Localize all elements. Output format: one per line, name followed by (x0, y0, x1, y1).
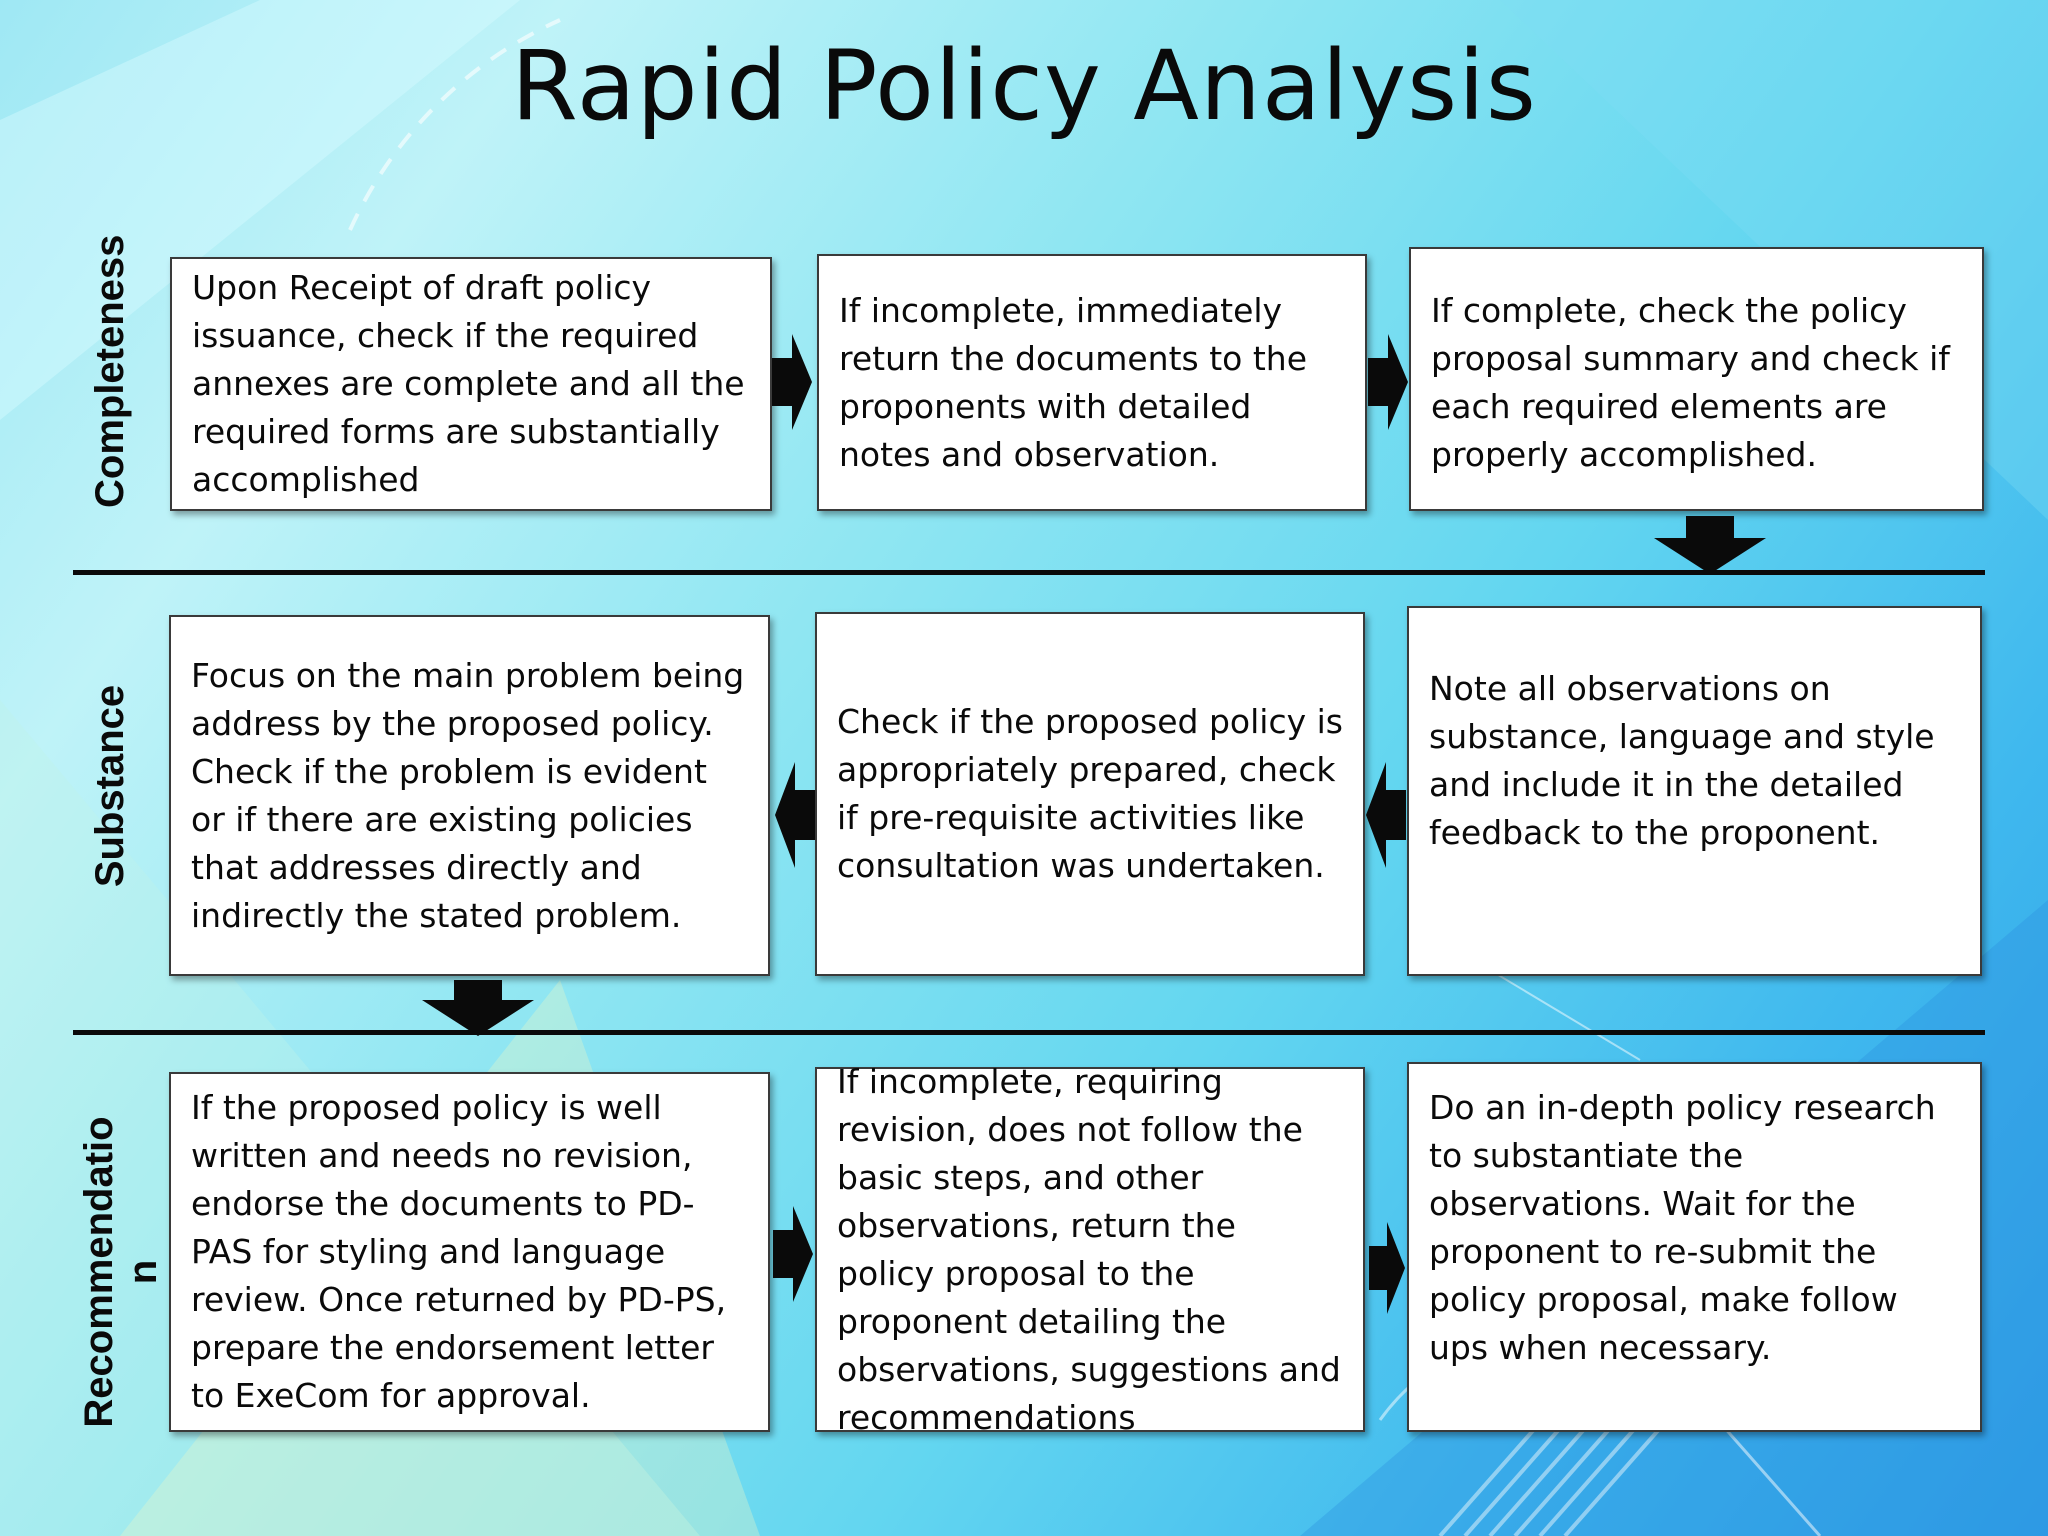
row-label-substance: Substance (88, 684, 132, 888)
step-box (1407, 606, 1982, 976)
arrow-down-icon (1652, 514, 1768, 576)
row-label-completeness: Completeness (88, 234, 132, 508)
step-text: If incomplete, requiring revision, does not follow the basic steps, and other observations, return the policy proposal to the proponent detailing the observations, suggestions and recommendations (837, 1061, 1341, 1437)
arrow-right-icon (771, 1204, 815, 1304)
step-box (169, 615, 770, 976)
arrow-down-icon (420, 978, 536, 1038)
step-box (815, 612, 1365, 976)
step-text: If incomplete, immediately return the documents to the proponents with detailed notes and observation. (839, 290, 1307, 474)
step-text: If complete, check the policy proposal summary and check if each required elements are properly accomplished. (1431, 291, 1950, 474)
step-text: If the proposed policy is well written and needs no revision, endorse the documents to PD-PAS for styling and language review. Once returned by PD-PS, prepare the endorsement letter to ExeCom for approval. (191, 1088, 727, 1415)
row-label-recommendation: Recommendation (77, 1116, 165, 1428)
step-box (169, 1072, 770, 1432)
arrow-left-icon (773, 760, 817, 870)
step-text: Focus on the main problem being address by the proposed policy. Check if the problem is evident or if there are existing policies that addresses directly and indirectly the stated problem. (191, 655, 745, 935)
arrow-left-icon (1364, 760, 1408, 870)
step-text: Note all observations on substance, language and style and include it in the detailed feedback to the proponent. (1429, 669, 1935, 852)
arrow-right-icon (770, 332, 814, 432)
arrow-right-icon (1367, 1220, 1407, 1316)
step-box (1409, 247, 1984, 511)
step-text: Do an in-depth policy research to substantiate the observations. Wait for the proponent to re-submit the policy proposal, make follow ups when necessary. (1429, 1088, 1936, 1367)
step-text: Upon Receipt of draft policy issuance, check if the required annexes are complete and all the required forms are substantially accomplished (192, 268, 745, 499)
step-box (1407, 1062, 1982, 1432)
arrow-right-icon (1366, 332, 1410, 432)
divider-2 (73, 1030, 1985, 1035)
step-box (817, 254, 1367, 511)
page-title: Rapid Policy Analysis (511, 30, 1537, 142)
step-box (815, 1061, 1365, 1437)
step-box (170, 257, 772, 511)
step-text: Check if the proposed policy is appropriately prepared, check if pre-requisite activities like consultation was undertaken. (837, 702, 1343, 885)
